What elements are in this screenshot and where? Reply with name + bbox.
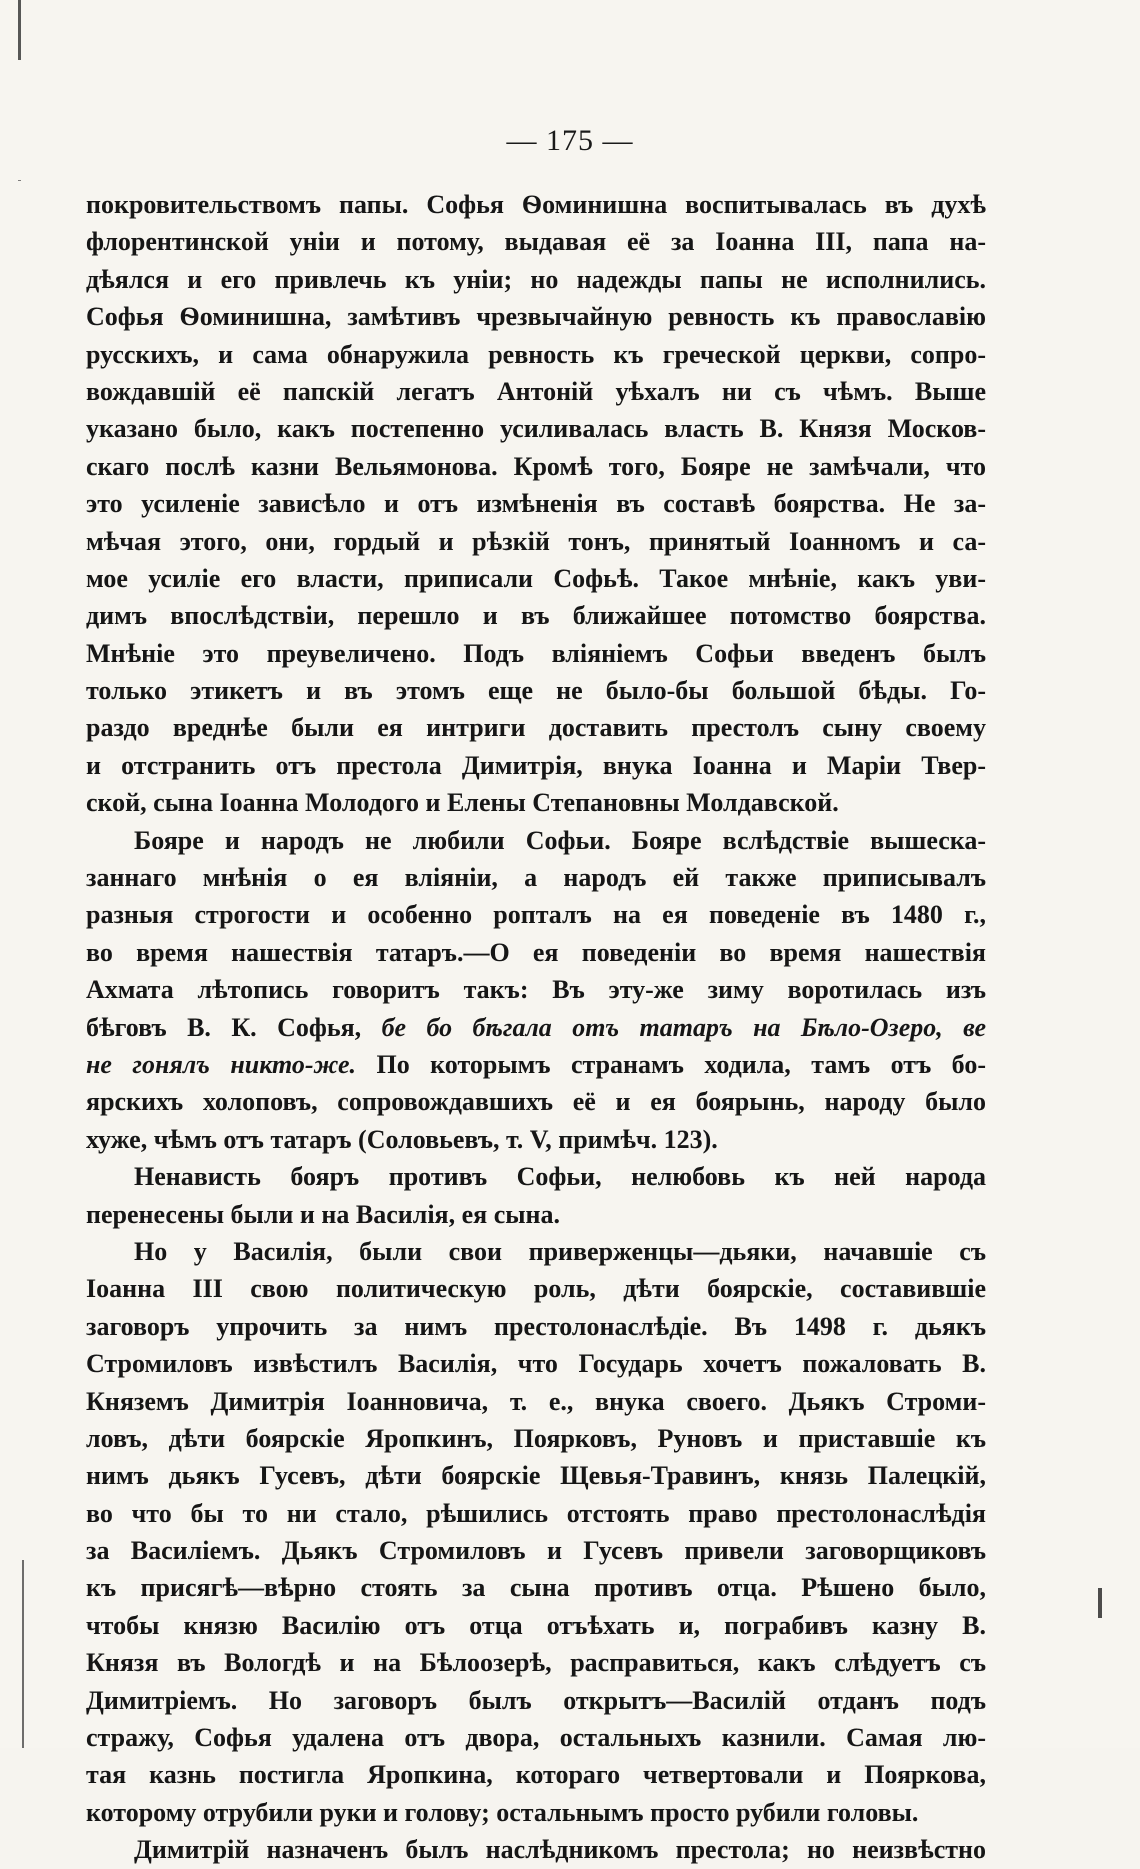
line-text: во что бы то ни стало, рѣшились отстоять право престолонаслѣдія — [86, 1498, 986, 1528]
text-line — [86, 1457, 986, 1494]
text-line — [86, 1495, 986, 1532]
text-line — [86, 1607, 986, 1644]
line-text: Ненависть бояръ противъ Софьи, нелюбовь къ ней народа — [134, 1162, 986, 1192]
text-line — [86, 1756, 986, 1793]
body-text — [86, 186, 986, 1869]
scan-mark-artifact — [1098, 1588, 1102, 1618]
line-text: разныя строгости и особенно ропталъ на ея поведеніе въ 1480 г., — [86, 900, 986, 930]
line-text: флорентинской уніи и потому, выдавая её за Іоанна III, папа на- — [86, 227, 986, 257]
line-text: къ присягѣ—вѣрно стоять за сына противъ отца. Рѣшено было, — [86, 1573, 986, 1603]
line-text: мѣчая этого, они, гордый и рѣзкій тонъ, принятый Іоанномъ и са- — [86, 526, 986, 556]
text-line — [86, 896, 986, 933]
text-line — [86, 1682, 986, 1719]
line-text: стражу, Софья удалена отъ двора, остальныхъ казнили. Самая лю- — [86, 1723, 986, 1753]
text-line — [86, 1270, 986, 1307]
line-text: Мнѣніе это преувеличено. Подъ вліяніемъ Софьи введенъ былъ — [86, 638, 986, 668]
line-text: перенесены были и на Василія, ея сына. — [86, 1199, 561, 1229]
text-line — [86, 1831, 986, 1868]
line-text: Бояре и народъ не любили Софьи. Бояре вслѣдствіе вышеска- — [134, 825, 986, 855]
line-text: скаго послѣ казни Вельямонова. Кромѣ того, Бояре не замѣчали, что — [86, 451, 986, 481]
line-text: раздо вреднѣе были ея интриги доставить престолъ сыну своему — [86, 713, 986, 743]
line-text: Іоанна III свою политическую роль, дѣти боярскіе, составившіе — [86, 1274, 986, 1304]
text-line — [86, 1233, 986, 1270]
text-line — [86, 298, 986, 335]
line-text: ярскихъ холоповъ, сопровождавшихъ её и ея боярынь, народу было — [86, 1087, 986, 1117]
line-text: Но у Василія, были свои приверженцы—дьяки, начавшіе съ — [134, 1236, 986, 1266]
text-line — [86, 1046, 986, 1083]
line-text: Димитрій назначенъ былъ наслѣдникомъ престола; но неизвѣстно — [134, 1835, 986, 1865]
text-line — [86, 747, 986, 784]
line-text: димъ впослѣдствіи, перешло и въ ближайшее потомство боярства. — [86, 601, 986, 631]
line-text: чтобы князю Василію отъ отца отъѣхать и, пограбивъ казну В. — [86, 1610, 986, 1640]
line-text: которому отрубили руки и голову; остальнымъ просто рубили головы. — [86, 1797, 919, 1827]
italic-quote: не гонялъ никто-же. — [86, 1049, 357, 1079]
text-line — [86, 635, 986, 672]
line-text: это усиленіе зависѣло и отъ измѣненія въ составѣ боярства. Не за- — [86, 489, 986, 519]
text-line — [86, 784, 986, 821]
line-text-tail: По которымъ странамъ ходила, тамъ отъ бо- — [356, 1049, 986, 1079]
line-text: Княземъ Димитрія Іоанновича, т. е., внука своего. Дьякъ Строми- — [86, 1386, 986, 1416]
text-line — [86, 1532, 986, 1569]
line-text: покровительствомъ папы. Софья Ѳоминишна воспитывалась въ духѣ — [86, 190, 986, 219]
text-line — [86, 597, 986, 634]
text-line — [86, 1158, 986, 1195]
line-text: Стромиловъ извѣстилъ Василія, что Государь хочетъ пожаловать В. — [86, 1349, 986, 1379]
line-text: Князя въ Вологдѣ и на Бѣлоозерѣ, расправиться, какъ слѣдуетъ съ — [86, 1648, 986, 1678]
text-line — [86, 485, 986, 522]
text-line — [86, 1121, 986, 1158]
text-line — [86, 523, 986, 560]
line-text: тая казнь постигла Яропкина, котораго четвертовали и Пояркова, — [86, 1760, 986, 1790]
line-text: дѣялся и его привлечь къ уніи; но надежды папы не исполнились. — [86, 264, 986, 294]
text-line — [86, 709, 986, 746]
text-line — [86, 560, 986, 597]
text-line — [86, 1794, 986, 1831]
line-text: ловъ, дѣти боярскіе Яропкинъ, Поярковъ, Руновъ и приставшіе къ — [86, 1423, 986, 1453]
text-line — [86, 448, 986, 485]
text-line — [86, 1644, 986, 1681]
line-text: заговоръ упрочить за нимъ престолонаслѣдіе. Въ 1498 г. дьякъ — [86, 1311, 986, 1341]
italic-quote: бе бо бѣгала отъ татаръ на Бѣло-Озеро, ве — [381, 1012, 986, 1042]
scan-edge-artifact — [22, 1560, 24, 1748]
text-line — [86, 934, 986, 971]
text-line — [86, 223, 986, 260]
text-line — [86, 186, 986, 223]
line-text: хуже, чѣмъ отъ татаръ (Соловьевъ, т. V, примѣч. 123). — [86, 1124, 718, 1154]
text-line — [86, 971, 986, 1008]
line-text: Димитріемъ. Но заговоръ былъ открытъ—Василій отданъ подъ — [86, 1685, 986, 1715]
text-line — [86, 1196, 986, 1233]
line-text: ской, сына Іоанна Молодого и Елены Степановны Молдавской. — [86, 788, 839, 818]
line-text: и отстранить отъ престола Димитрія, внука Іоанна и Маріи Твер- — [86, 750, 986, 780]
text-line — [86, 373, 986, 410]
text-line — [86, 336, 986, 373]
text-line — [86, 1569, 986, 1606]
line-text: Ахмата лѣтопись говоритъ такъ: Въ эту-же зиму воротилась изъ — [86, 975, 986, 1005]
line-text: заннаго мнѣнія о ея вліяніи, а народъ ей также приписывалъ — [86, 863, 986, 893]
line-text: за Василіемъ. Дьякъ Стромиловъ и Гусевъ привели заговорщиковъ — [86, 1536, 986, 1566]
text-line — [86, 1420, 986, 1457]
text-line — [86, 1383, 986, 1420]
page-number: — 175 — — [506, 124, 634, 157]
line-text: только этикетъ и въ этомъ еще не было-бы большой бѣды. Го- — [86, 676, 986, 706]
text-line — [86, 1308, 986, 1345]
text-line — [86, 1083, 986, 1120]
text-line — [86, 1345, 986, 1382]
line-text: указано было, какъ постепенно усиливалась власть В. Князя Москов- — [86, 414, 986, 444]
text-line — [86, 672, 986, 709]
text-line — [86, 410, 986, 447]
scan-edge-artifact — [18, 0, 21, 1748]
line-text: мое усиліе его власти, приписали Софьѣ. Такое мнѣніе, какъ уви- — [86, 563, 986, 593]
text-line — [86, 261, 986, 298]
line-text: вождавшій её папскій легатъ Антоній уѣхалъ ни съ чѣмъ. Выше — [86, 376, 986, 406]
text-line — [86, 1009, 986, 1046]
text-line — [86, 822, 986, 859]
text-line — [86, 1719, 986, 1756]
line-text: русскихъ, и сама обнаружила ревность къ греческой церкви, сопро- — [86, 339, 986, 369]
line-text: нимъ дьякъ Гусевъ, дѣти боярскіе Щевья-Травинъ, князь Палецкій, — [86, 1461, 986, 1491]
line-text: бѣговъ В. К. Софья, — [86, 1012, 382, 1042]
line-text: во время нашествія татаръ.—О ея поведеніи во время нашествія — [86, 937, 986, 967]
line-text: Софья Ѳоминишна, замѣтивъ чрезвычайную ревность къ православію — [86, 302, 986, 332]
text-line — [86, 859, 986, 896]
